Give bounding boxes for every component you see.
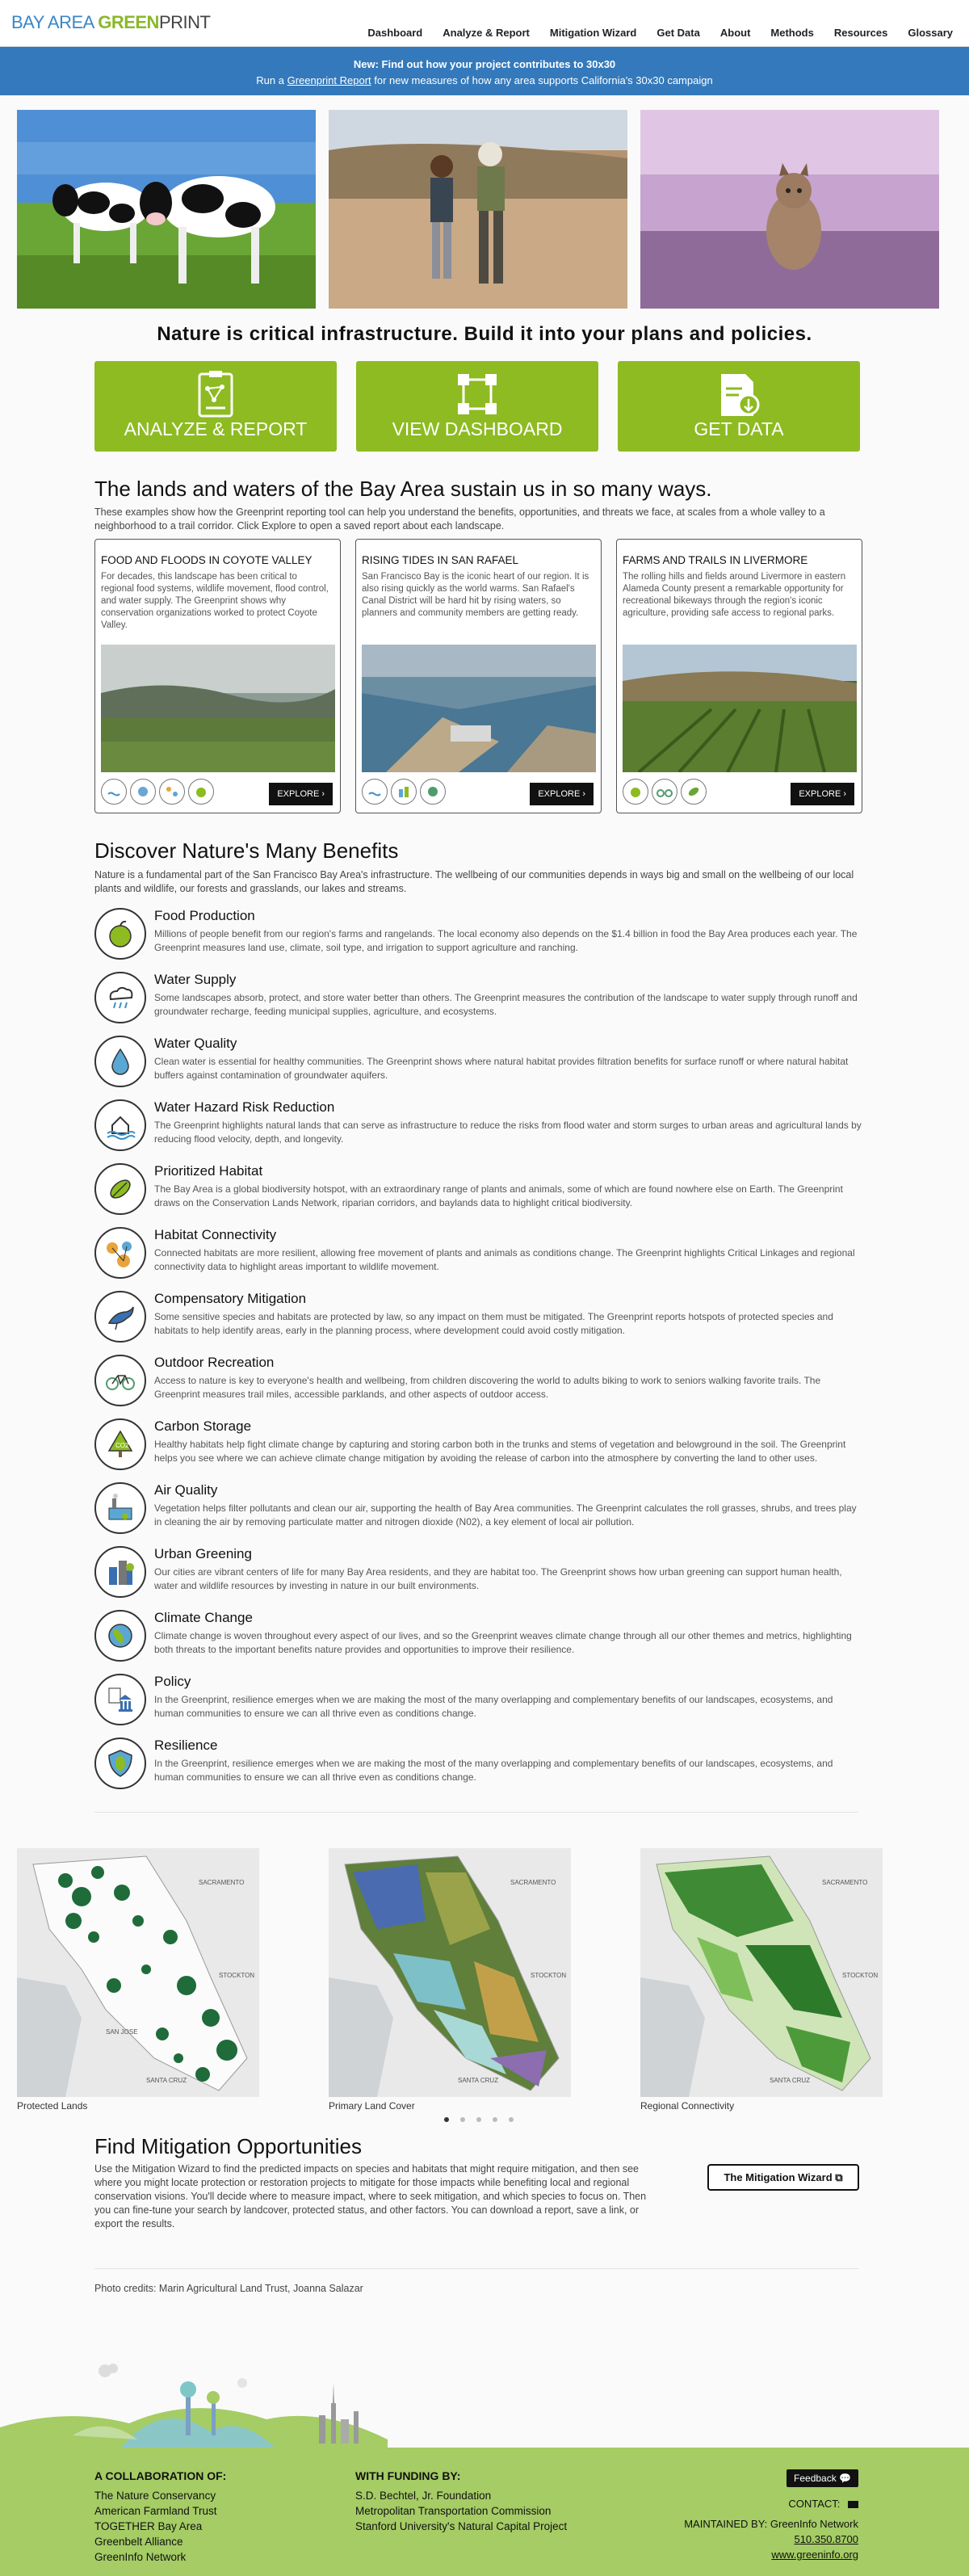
carousel-dot[interactable] [444,2117,449,2122]
story-card-coyote-valley: FOOD AND FLOODS IN COYOTE VALLEY For decades, this landscape has been critical to regional food systems, wildlife movement, flood control, and water supply. The Greenprint shows why conservation organizations worked to protect Coyote Valley. EXPLORE › [94,539,341,813]
svg-text:STOCKTON: STOCKTON [842,1972,879,1979]
funder-link[interactable]: Metropolitan Transportation Commission [355,2505,552,2517]
svg-text:SANTA CRUZ: SANTA CRUZ [146,2077,187,2084]
benefit-title: Prioritized Habitat [154,1163,263,1179]
factory-icon [94,1482,146,1534]
maintained-by: MAINTAINED BY: GreenInfo Network [684,2518,858,2530]
benefit-title: Outdoor Recreation [154,1355,275,1370]
rain-cloud-icon [94,972,146,1023]
benefit-description: Some landscapes absorb, protect, and store water better than others. The Greenprint measures the contribution of the landscape to water supply through runoff and groundwater recharge, feeding municipal supplies, agriculture, and ecosystems. [154,992,858,1017]
carousel-dots [444,2117,514,2122]
benefit-item [94,1546,862,1604]
collaborators-list [94,2488,217,2565]
benefit-title: Resilience [154,1738,218,1753]
bicycle-icon [94,1355,146,1406]
benefit-item [94,1482,862,1540]
main-nav [347,27,953,39]
benefit-item [94,1738,862,1796]
svg-text:SACRAMENTO: SACRAMENTO [199,1879,245,1886]
report-clipboard-icon [190,371,241,419]
benefit-item [94,1099,862,1158]
map-caption: Regional Connectivity [640,2100,735,2112]
hero-photo-hikers [329,110,627,309]
benefit-item [94,1163,862,1221]
benefit-title: Climate Change [154,1610,253,1625]
website-link[interactable]: www.greeninfo.org [771,2549,858,2561]
contact-block [684,2496,858,2562]
svg-text:SACRAMENTO: SACRAMENTO [510,1879,556,1886]
carousel-dot[interactable] [476,2117,481,2122]
livermore-photo [623,645,857,772]
shield-leaf-icon [94,1738,146,1789]
benefit-icons [362,779,446,805]
svg-text:STOCKTON: STOCKTON [219,1972,255,1979]
nav-dashboard[interactable]: Dashboard [367,27,423,39]
announcement-banner [0,47,969,95]
habitat-icon [130,779,156,805]
benefit-description: The Greenprint highlights natural lands that can serve as infrastructure to reduce the risks from flood water and storm surges to urban areas and agricultural lands by reducing flood velocity, depth, and longevity. [154,1120,862,1145]
site-header [0,0,969,47]
flood-house-icon [94,1099,146,1151]
email-icon[interactable] [848,2501,858,2508]
explore-button[interactable]: EXPLORE › [530,783,594,805]
map-protected-lands[interactable] [17,1848,259,2097]
funding-heading: WITH FUNDING BY: [355,2469,461,2482]
globe-icon [94,1610,146,1662]
photo-credits: Photo credits: Marin Agricultural Land Trust, Joanna Salazar [94,2283,363,2294]
urban-icon [391,779,417,805]
svg-text:SANTA CRUZ: SANTA CRUZ [770,2077,811,2084]
explore-button[interactable]: EXPLORE › [791,783,854,805]
benefit-icons [623,779,707,805]
explore-button[interactable]: EXPLORE › [269,783,333,805]
benefit-title: Water Supply [154,972,237,987]
benefit-item [94,1674,862,1732]
benefit-description: Our cities are vibrant centers of life for many Bay Area residents, and they are habitat too. The Greenprint shows how urban greening can support human health, water and wildlife resources by investing in nature in our built environments. [154,1566,842,1591]
food-icon [188,779,214,805]
benefit-title: Policy [154,1674,191,1689]
story-card-san-rafael: RISING TIDES IN SAN RAFAEL San Francisco Bay is the iconic heart of our region. It is also rising quickly as the world warms. San Rafael's Canal District will be hard hit by rising waters, so planners and community members are getting ready. EXPLORE › [355,539,602,813]
map-primary-land-cover[interactable] [329,1848,571,2097]
connectivity-icon [94,1227,146,1279]
benefit-item [94,1227,862,1285]
analyze-report-button[interactable]: ANALYZE & REPORT [94,361,337,452]
leaf-icon [94,1163,146,1215]
get-data-button[interactable]: GET DATA [618,361,860,452]
benefit-title: Compensatory Mitigation [154,1291,307,1306]
funder-link[interactable]: S.D. Bechtel, Jr. Foundation [355,2490,492,2502]
bird-icon [94,1291,146,1343]
city-icon [94,1546,146,1598]
benefit-title: Water Hazard Risk Reduction [154,1099,335,1115]
climate-icon [420,779,446,805]
nav-methods[interactable]: Methods [770,27,814,39]
nav-mitigation-wizard[interactable]: Mitigation Wizard [549,27,637,39]
nav-glossary[interactable]: Glossary [908,27,953,39]
carousel-dot[interactable] [509,2117,514,2122]
benefit-description: In the Greenprint, resilience emerges when we are making the most of the many overlapping and complementary benefits of our landscapes, ecosystems, and human communities to ensure we can all thrive even as conditions change. [154,1694,833,1719]
coyote-valley-photo [101,645,335,772]
map-caption: Primary Land Cover [329,2100,415,2112]
lands-section-title: The lands and waters of the Bay Area sustain us in so many ways. [94,477,712,501]
san-rafael-photo [362,645,596,772]
mitigation-title: Find Mitigation Opportunities [94,2134,362,2158]
collaborator-link[interactable]: TOGETHER Bay Area [94,2520,203,2532]
carousel-dot[interactable] [460,2117,465,2122]
tagline: Nature is critical infrastructure. Build it into your plans and policies. [157,323,812,345]
collaborator-link[interactable]: American Farmland Trust [94,2505,217,2517]
benefit-icons [101,779,214,805]
carbon-tree-icon [94,1418,146,1470]
benefit-description: Clean water is essential for healthy communities. The Greenprint shows where natural habitat provides filtration benefits for surface runoff or where natural habitat buffers against contamination of groundwater aquifers. [154,1056,849,1081]
benefit-item [94,1291,862,1349]
svg-text:CO2: CO2 [115,1442,129,1449]
feedback-button[interactable]: Feedback 💬 [787,2469,858,2487]
nav-about[interactable]: About [719,27,751,39]
flood-icon [101,779,127,805]
benefit-title: Habitat Connectivity [154,1227,277,1242]
apple-icon [94,908,146,960]
benefit-item [94,1036,862,1094]
hero-photo-bobcat [640,110,939,309]
divider [94,2268,858,2269]
funder-link[interactable]: Stanford University's Natural Capital Project [355,2520,568,2532]
benefit-title: Carbon Storage [154,1418,252,1434]
svg-text:SAN JOSE: SAN JOSE [106,2028,138,2036]
benefit-title: Water Quality [154,1036,237,1051]
banner-headline: New: Find out how your project contributes to 30x30 [353,58,616,70]
footer-landscape-illustration [0,2359,969,2452]
benefit-title: Urban Greening [154,1546,252,1561]
story-card-livermore: FARMS AND TRAILS IN LIVERMORE The rolling hills and fields around Livermore in eastern Alameda County present a remarkable opportunity for recreational bikeways through the region's iconic agriculture, providing safe access to regional parks. EXPLORE › [616,539,862,813]
benefit-item [94,1610,862,1668]
leaf-icon [681,779,707,805]
benefit-description: Healthy habitats help fight climate change by capturing and storing carbon both in the trunks and stems of vegetation and belowground in the soil. The Greenprint helps you see where we can achieve climate change mitigation by avoiding the release of carbon into the atmosphere by converting the land to other uses. [154,1439,846,1464]
svg-text:STOCKTON: STOCKTON [531,1972,567,1979]
connectivity-icon [159,779,185,805]
benefits-section-title: Discover Nature's Many Benefits [94,838,399,863]
nav-get-data[interactable]: Get Data [656,27,700,39]
view-dashboard-button[interactable]: VIEW DASHBOARD [356,361,598,452]
svg-text:SANTA CRUZ: SANTA CRUZ [458,2077,499,2084]
divider [94,1812,858,1813]
benefit-item [94,1418,862,1477]
dashboard-flow-icon [451,371,503,419]
benefit-description: In the Greenprint, resilience emerges when we are making the most of the many overlapping and complementary benefits of our landscapes, ecosystems, and human communities to ensure we can all thrive even as conditions change. [154,1758,833,1783]
benefit-item [94,908,862,966]
benefit-description: Millions of people benefit from our region's farms and rangelands. The local economy also depends on the $1.4 billion in food the Bay Area produces each year. The Greenprint measures land use, climate, soil type, and irrigation to support agriculture and ranching. [154,928,858,953]
mitigation-text: Use the Mitigation Wizard to find the predicted impacts on species and habitats that might require mitigation, and then see where you might locate protection or restoration projects to mitigate for those impacts while benefiting local and regional conservation visions. You'll decide where to measure impact, where to seek mitigation, and which species to focus on. Then you can fine-tune your search by landcover, protected status, and other factors. You can download a report, save a link, or export the results. [94,2163,647,2229]
benefit-description: Connected habitats are more resilient, allowing free movement of plants and animals as conditions change. The Greenprint highlights Critical Linkages and regional connectivity data to highlight areas important to wildlife movement. [154,1247,855,1272]
bike-icon [652,779,677,805]
nav-resources[interactable]: Resources [833,27,888,39]
benefit-item [94,972,862,1030]
carousel-dot[interactable] [493,2117,497,2122]
food-icon [623,779,648,805]
collaborator-link[interactable]: Greenbelt Alliance [94,2536,183,2548]
collaboration-heading: A COLLABORATION OF: [94,2469,227,2482]
benefit-description: Vegetation helps filter pollutants and clean our air, supporting the health of Bay Area communities. The Greenprint calculates the roll grasses, shrubs, and trees play in cleaning the air by removing particulate matter and nitrogen dioxide (N02), a key element of local air pollution. [154,1502,857,1528]
svg-text:SACRAMENTO: SACRAMENTO [822,1879,868,1886]
benefit-title: Food Production [154,908,255,923]
benefit-item [94,1355,862,1413]
benefits-intro: Nature is a fundamental part of the San Francisco Bay Area's infrastructure. The wellbeing of our communities depends in ways big and small on the wellbeing of our local plants and wildlife, our forests and grasslands, our lakes and streams. [94,869,854,894]
download-document-icon [713,371,765,419]
phone-link[interactable]: 510.350.8700 [794,2533,858,2545]
banner-subline: Run a Greenprint Report for new measures of how any area supports California's 30x30 campaign [256,74,713,86]
nav-analyze-report[interactable]: Analyze & Report [443,27,530,39]
collaborator-link[interactable]: GreenInfo Network [94,2551,187,2563]
lands-intro: These examples show how the Greenprint reporting tool can help you understand the benefits, opportunities, and threats we face, at scales from a whole valley to a neighborhood to a trail corridor. Click Explore to open a saved report about each landscape. [94,506,825,532]
map-caption: Protected Lands [17,2100,88,2112]
benefit-description: The Bay Area is a global biodiversity hotspot, with an extraordinary range of plants and animals, some of which are found nowhere else on Earth. The Greenprint draws on the Conservation Lands Network, riparian corridors, and baylands data to highlight critical biodiversity. [154,1183,843,1208]
site-logo[interactable]: BAY AREA GREENPRINT [11,12,211,32]
policy-icon [94,1674,146,1725]
greenprint-report-link[interactable]: Greenprint Report [287,74,371,86]
collaborator-link[interactable]: The Nature Conservancy [94,2490,216,2502]
benefit-title: Air Quality [154,1482,218,1498]
benefit-description: Access to nature is key to everyone's health and wellbeing, from children discovering the world to adults biking to work to seniors walking favorite trails. The Greenprint measures trail miles, accessible parklands, and other aspects of outdoor access. [154,1375,821,1400]
benefit-description: Some sensitive species and habitats are protected by law, so any impact on them must be mitigated. The Greenprint reports hotspots of protected species and habitats to help identify areas, early in the planning process, where development could avoid costly mitigation. [154,1311,833,1336]
mitigation-wizard-button[interactable]: The Mitigation Wizard ⧉ [707,2164,859,2191]
contact-row: CONTACT: [684,2496,858,2511]
hero-photo-cows [17,110,316,309]
benefit-description: Climate change is woven throughout every aspect of our lives, and so the Greenprint weaves climate change through all our other themes and metrics, highlighting both threats to the important benefits nature provides and opportunities to improve their resilience. [154,1630,852,1655]
flood-icon [362,779,388,805]
funders-list [355,2488,567,2534]
map-regional-connectivity[interactable] [640,1848,883,2097]
water-drop-icon [94,1036,146,1087]
